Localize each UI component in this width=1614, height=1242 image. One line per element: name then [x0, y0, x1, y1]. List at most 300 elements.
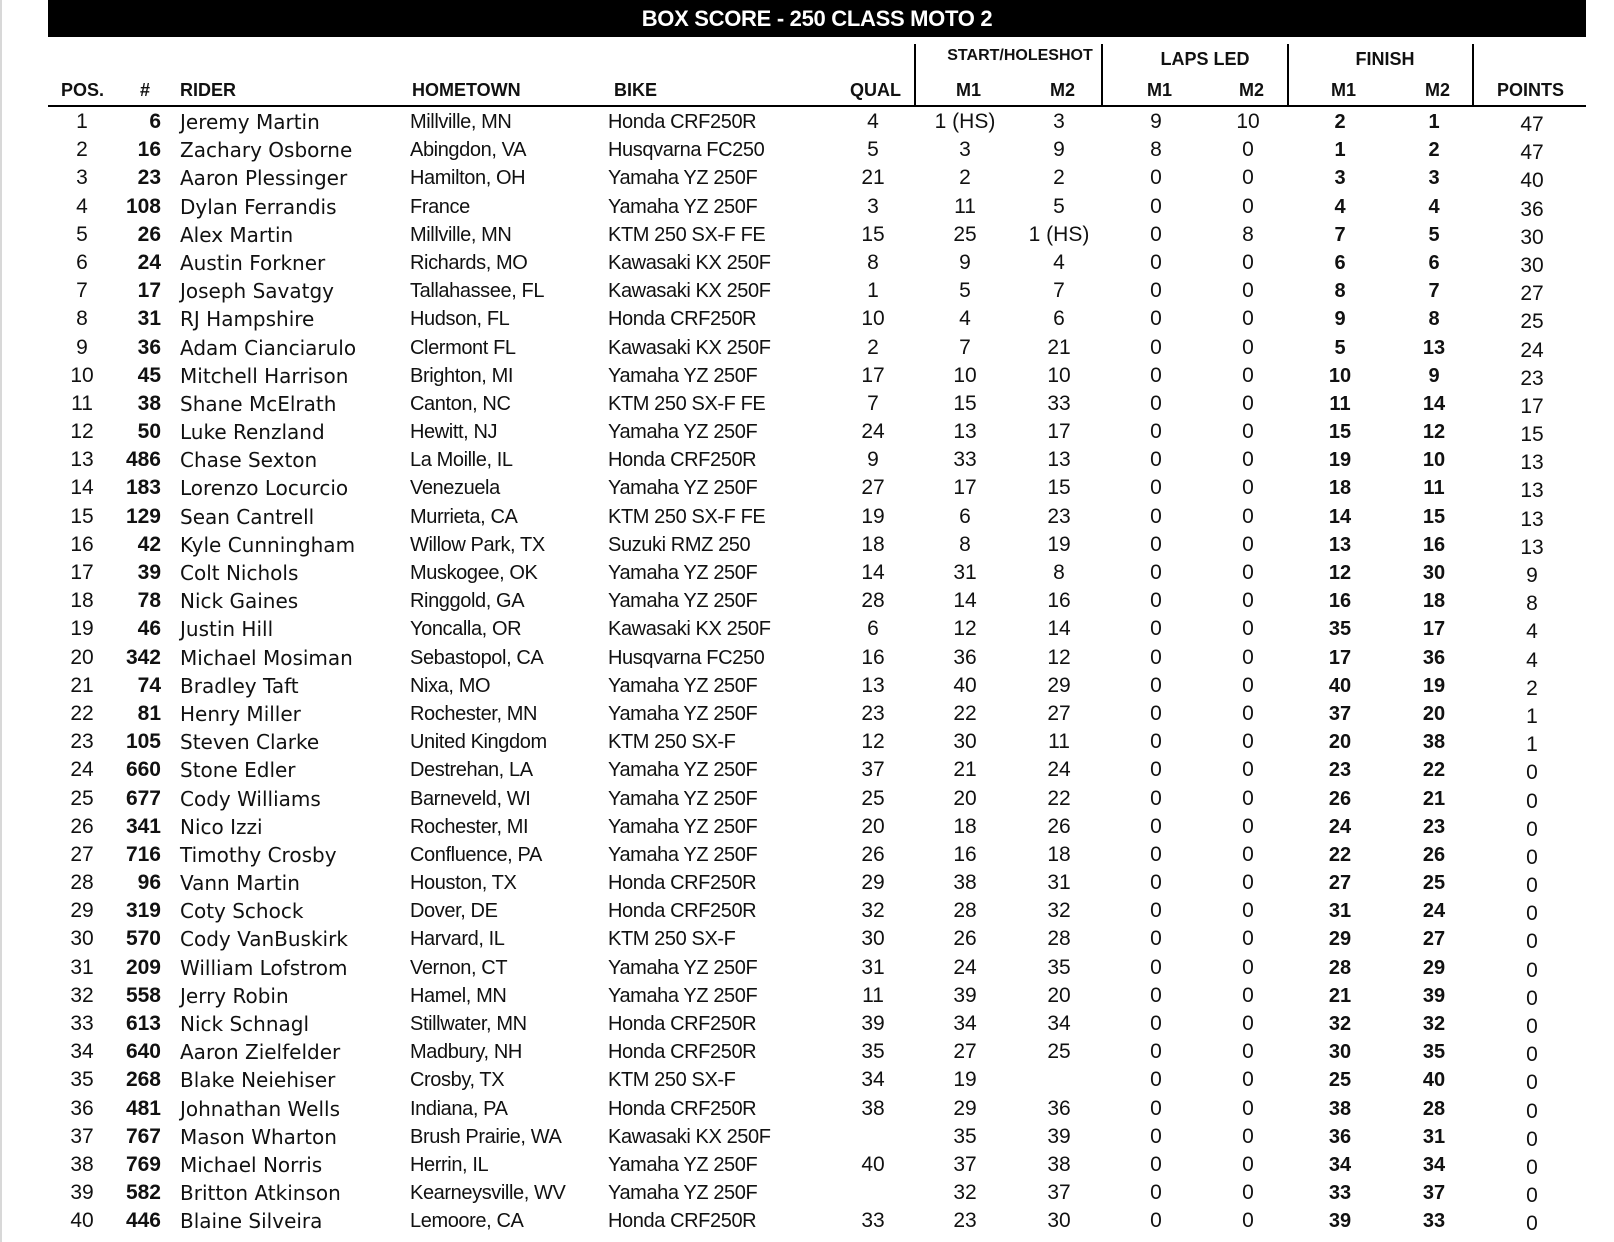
start-m1-cell: 40	[953, 673, 977, 697]
points-cell: 4	[1526, 648, 1538, 672]
laps-led-m2-cell: 0	[1242, 335, 1254, 359]
position-cell: 5	[76, 222, 88, 246]
start-m1-cell: 23	[953, 1209, 977, 1233]
table-row	[0, 925, 1614, 953]
points-cell: 24	[1520, 338, 1544, 362]
bike-cell: Yamaha YZ 250F	[608, 956, 758, 979]
qual-cell: 38	[861, 1096, 885, 1120]
laps-led-m1-cell: 0	[1150, 532, 1162, 556]
finish-m1-cell: 12	[1328, 562, 1352, 584]
position-cell: 30	[70, 927, 94, 951]
table-row	[0, 193, 1614, 221]
start-m1-cell: 14	[953, 589, 977, 613]
qual-cell: 35	[861, 1040, 885, 1064]
rider-number-cell: 81	[137, 701, 161, 725]
table-row	[0, 700, 1614, 728]
position-cell: 40	[70, 1209, 94, 1233]
laps-led-m1-cell: 0	[1150, 814, 1162, 838]
finish-m2-cell: 16	[1422, 533, 1446, 556]
start-m2-cell: 7	[1053, 279, 1065, 303]
rider-number-cell: 767	[125, 1124, 161, 1148]
laps-led-m1-cell: 0	[1150, 335, 1162, 359]
header-rule	[48, 105, 1586, 107]
header-qual: QUAL	[850, 80, 901, 100]
start-m1-cell: 3	[959, 138, 971, 162]
finish-m1-cell: 25	[1328, 1069, 1352, 1092]
laps-led-m2-cell: 0	[1242, 730, 1254, 754]
group-laps-led: LAPS LED	[1160, 49, 1250, 69]
hometown-cell: Murrieta, CA	[410, 505, 518, 528]
table-row	[0, 1151, 1614, 1179]
finish-m1-cell: 33	[1328, 1182, 1352, 1205]
bike-cell: Kawasaki KX 250F	[608, 280, 771, 303]
points-cell: 47	[1520, 141, 1544, 165]
position-cell: 3	[76, 166, 88, 190]
laps-led-m2-cell: 0	[1242, 1068, 1254, 1092]
position-cell: 26	[70, 814, 94, 838]
laps-led-m1-cell: 9	[1150, 110, 1162, 133]
rider-number-cell: 129	[125, 504, 161, 528]
finish-m2-cell: 18	[1422, 590, 1446, 613]
start-m2-cell: 33	[1047, 391, 1071, 415]
qual-cell: 11	[862, 983, 884, 1007]
start-m2-cell: 28	[1047, 927, 1071, 951]
finish-m2-cell: 27	[1422, 928, 1446, 951]
finish-m2-cell: 25	[1422, 872, 1446, 895]
qual-cell: 13	[861, 673, 885, 697]
rider-name-cell: Timothy Crosby	[180, 842, 337, 867]
start-m2-cell: 36	[1047, 1096, 1071, 1120]
laps-led-m1-cell: 0	[1150, 871, 1162, 895]
qual-cell: 25	[861, 786, 885, 810]
rider-number-cell: 23	[137, 166, 161, 190]
position-cell: 17	[70, 561, 94, 584]
finish-m2-cell: 2	[1428, 139, 1440, 162]
hometown-cell: Yoncalla, OR	[410, 618, 522, 641]
position-cell: 19	[70, 617, 94, 641]
start-m1-cell: 28	[953, 899, 977, 923]
qual-cell: 20	[861, 814, 885, 838]
table-row	[0, 1066, 1614, 1094]
finish-m2-cell: 31	[1422, 1125, 1446, 1148]
rider-number-cell: 17	[137, 279, 161, 303]
hometown-cell: Brush Prairie, WA	[410, 1125, 562, 1148]
position-cell: 12	[70, 420, 94, 444]
hometown-cell: Hudson, FL	[410, 308, 510, 331]
laps-led-m1-cell: 0	[1150, 983, 1162, 1007]
hometown-cell: Venezuela	[410, 477, 500, 500]
rider-name-cell: Cody Williams	[180, 786, 321, 811]
start-m2-cell: 15	[1047, 476, 1071, 500]
finish-m1-cell: 5	[1334, 336, 1346, 359]
position-cell: 15	[70, 504, 94, 528]
start-m2-cell: 5	[1053, 194, 1065, 218]
laps-led-m1-cell: 0	[1150, 279, 1162, 303]
finish-m2-cell: 3	[1428, 167, 1440, 190]
start-m2-cell: 27	[1047, 701, 1071, 725]
header-start-m2: M2	[1050, 80, 1076, 100]
start-m2-cell: 37	[1047, 1181, 1071, 1205]
header-finish-m1: M1	[1331, 80, 1357, 100]
rider-number-cell: 570	[125, 927, 161, 951]
finish-m1-cell: 6	[1334, 251, 1346, 274]
bike-cell: Honda CRF250R	[608, 1013, 757, 1035]
start-m2-cell: 22	[1047, 786, 1071, 810]
bike-cell: Honda CRF250R	[608, 1210, 757, 1233]
position-cell: 28	[70, 871, 94, 895]
position-cell: 2	[76, 138, 88, 162]
table-row	[0, 249, 1614, 277]
start-m1-cell: 29	[953, 1096, 977, 1120]
qual-cell: 10	[861, 307, 885, 331]
hometown-cell: Barneveld, WI	[410, 787, 531, 810]
laps-led-m2-cell: 0	[1242, 871, 1254, 895]
start-m1-cell: 9	[959, 250, 971, 274]
qual-cell: 26	[861, 842, 885, 866]
start-m1-cell: 11	[954, 194, 976, 218]
rider-name-cell: Nick Schnagl	[180, 1012, 310, 1036]
qual-cell: 34	[861, 1068, 885, 1092]
table-row	[0, 531, 1614, 559]
rider-number-cell: 660	[125, 758, 161, 782]
rider-name-cell: Johnathan Wells	[180, 1096, 340, 1121]
finish-m2-cell: 14	[1422, 392, 1446, 415]
bike-cell: Yamaha YZ 250F	[608, 843, 758, 866]
qual-cell: 15	[861, 222, 885, 246]
rider-name-cell: Michael Norris	[180, 1152, 323, 1177]
finish-m2-cell: 23	[1422, 815, 1446, 838]
bike-cell: Yamaha YZ 250F	[608, 477, 758, 500]
hometown-cell: Millville, MN	[410, 223, 512, 246]
qual-cell: 12	[861, 730, 885, 754]
start-m2-cell: 39	[1047, 1124, 1071, 1148]
start-m1-cell: 22	[953, 701, 977, 725]
finish-m1-cell: 22	[1328, 843, 1352, 866]
finish-m2-cell: 12	[1422, 421, 1446, 444]
rider-number-cell: 46	[137, 617, 161, 641]
points-cell: 0	[1526, 902, 1538, 926]
finish-m2-cell: 24	[1422, 900, 1446, 923]
table-row	[0, 334, 1614, 362]
finish-m2-cell: 38	[1422, 731, 1446, 754]
laps-led-m1-cell: 0	[1150, 927, 1162, 951]
hometown-cell: Houston, TX	[410, 872, 517, 895]
finish-m1-cell: 28	[1328, 956, 1352, 979]
table-row	[0, 362, 1614, 390]
laps-led-m2-cell: 0	[1242, 1209, 1254, 1233]
finish-m2-cell: 34	[1422, 1153, 1446, 1176]
rider-number-cell: 183	[125, 476, 161, 500]
laps-led-m2-cell: 0	[1242, 927, 1254, 951]
hometown-cell: Destrehan, LA	[410, 759, 533, 782]
qual-cell: 33	[861, 1209, 885, 1233]
position-cell: 35	[70, 1068, 94, 1092]
points-cell: 0	[1526, 986, 1538, 1010]
rider-name-cell: Jerry Robin	[180, 983, 289, 1008]
rider-number-cell: 209	[125, 955, 161, 979]
position-cell: 4	[76, 194, 88, 218]
finish-m1-cell: 1	[1334, 139, 1346, 162]
laps-led-m2-cell: 10	[1236, 110, 1260, 133]
header-laps-m1: M1	[1147, 80, 1173, 100]
laps-led-m2-cell: 8	[1242, 222, 1254, 246]
start-m1-cell: 12	[953, 617, 977, 641]
finish-m2-cell: 15	[1422, 505, 1446, 528]
rider-name-cell: Blaine Silveira	[180, 1209, 323, 1234]
table-row	[0, 503, 1614, 531]
laps-led-m1-cell: 0	[1150, 758, 1162, 782]
points-cell: 27	[1520, 282, 1544, 306]
qual-cell: 37	[861, 758, 885, 782]
hometown-cell: Kearneysville, WV	[410, 1182, 566, 1205]
points-cell: 0	[1526, 930, 1538, 954]
start-m1-cell: 16	[953, 842, 977, 866]
start-m2-cell: 32	[1047, 899, 1071, 923]
start-m1-cell: 30	[953, 730, 977, 754]
laps-led-m1-cell: 0	[1150, 673, 1162, 697]
rider-name-cell: Zachary Osborne	[180, 138, 353, 163]
bike-cell: Yamaha YZ 250F	[608, 364, 758, 387]
laps-led-m2-cell: 0	[1242, 363, 1254, 387]
rider-name-cell: Henry Miller	[180, 701, 301, 726]
hometown-cell: Brighton, MI	[410, 364, 514, 387]
finish-m2-cell: 21	[1422, 787, 1446, 810]
bike-cell: Yamaha YZ 250F	[608, 815, 758, 838]
finish-m1-cell: 20	[1328, 731, 1352, 754]
bike-cell: KTM 250 SX-F FE	[608, 223, 766, 246]
laps-led-m2-cell: 0	[1242, 138, 1254, 162]
table-row	[0, 982, 1614, 1010]
start-m2-cell: 8	[1053, 561, 1065, 584]
qual-cell: 21	[861, 166, 885, 190]
position-cell: 7	[76, 279, 88, 303]
bike-cell: Yamaha YZ 250F	[608, 702, 758, 725]
start-m1-cell: 21	[953, 758, 977, 782]
finish-m2-cell: 26	[1422, 843, 1446, 866]
qual-cell: 27	[861, 476, 885, 500]
laps-led-m2-cell: 0	[1242, 307, 1254, 331]
finish-m1-cell: 13	[1328, 533, 1352, 556]
qual-cell: 32	[861, 899, 885, 923]
rider-name-cell: Bradley Taft	[180, 673, 299, 698]
laps-led-m1-cell: 0	[1150, 1012, 1162, 1035]
bike-cell: Yamaha YZ 250F	[608, 1182, 758, 1205]
start-m1-cell: 15	[953, 391, 977, 415]
position-cell: 11	[71, 391, 93, 415]
bike-cell: KTM 250 SX-F	[608, 731, 736, 754]
qual-cell: 8	[867, 250, 879, 274]
finish-m1-cell: 27	[1328, 872, 1352, 895]
table-row	[0, 615, 1614, 643]
finish-m2-cell: 8	[1428, 308, 1440, 331]
start-m1-cell: 27	[953, 1040, 977, 1064]
points-cell: 0	[1526, 845, 1538, 869]
finish-m2-cell: 28	[1422, 1097, 1446, 1120]
hometown-cell: Indiana, PA	[410, 1097, 508, 1120]
start-m1-cell: 4	[959, 307, 971, 331]
bike-cell: Husqvarna FC250	[608, 139, 765, 162]
table-row	[0, 785, 1614, 813]
results-table	[0, 108, 1614, 1236]
points-cell: 0	[1526, 1212, 1538, 1236]
finish-m1-cell: 7	[1334, 223, 1346, 246]
finish-m2-cell: 1	[1428, 111, 1440, 133]
rider-name-cell: Austin Forkner	[180, 250, 326, 275]
position-cell: 20	[70, 645, 94, 669]
qual-cell: 31	[861, 955, 885, 979]
laps-led-m1-cell: 0	[1150, 1152, 1162, 1176]
laps-led-m2-cell: 0	[1242, 476, 1254, 500]
laps-led-m2-cell: 0	[1242, 504, 1254, 528]
laps-led-m1-cell: 0	[1150, 1124, 1162, 1148]
position-cell: 6	[76, 250, 88, 274]
start-m1-cell: 18	[953, 814, 977, 838]
points-cell: 13	[1520, 535, 1544, 559]
points-cell: 0	[1526, 1155, 1538, 1179]
bike-cell: Kawasaki KX 250F	[608, 618, 771, 641]
points-cell: 9	[1526, 564, 1538, 587]
start-m2-cell: 34	[1047, 1012, 1071, 1035]
bike-cell: KTM 250 SX-F	[608, 928, 736, 951]
table-row	[0, 446, 1614, 474]
rider-number-cell: 341	[125, 814, 161, 838]
bike-cell: KTM 250 SX-F FE	[608, 392, 766, 415]
hometown-cell: Millville, MN	[410, 111, 512, 133]
table-row	[0, 559, 1614, 587]
qual-cell: 24	[861, 420, 885, 444]
finish-m2-cell: 35	[1422, 1041, 1446, 1064]
header-finish-m2: M2	[1425, 80, 1451, 100]
start-m1-cell: 38	[953, 871, 977, 895]
position-cell: 18	[70, 589, 94, 613]
rider-number-cell: 582	[125, 1181, 161, 1205]
header-hometown: HOMETOWN	[412, 80, 521, 100]
points-cell: 2	[1526, 676, 1538, 700]
header-pos: POS.	[61, 80, 105, 100]
position-cell: 13	[70, 448, 94, 472]
bike-cell: Yamaha YZ 250F	[608, 984, 758, 1007]
rider-name-cell: Colt Nichols	[180, 561, 299, 585]
position-cell: 10	[70, 363, 94, 387]
rider-name-cell: Vann Martin	[180, 871, 300, 896]
bike-cell: Honda CRF250R	[608, 1041, 757, 1064]
table-row	[0, 390, 1614, 418]
finish-m2-cell: 11	[1423, 477, 1445, 500]
rider-number-cell: 6	[149, 110, 161, 133]
finish-m1-cell: 2	[1334, 111, 1346, 133]
finish-m1-cell: 18	[1328, 477, 1352, 500]
start-m1-cell: 20	[953, 786, 977, 810]
rider-name-cell: RJ Hampshire	[180, 307, 315, 332]
qual-cell: 18	[861, 532, 885, 556]
rider-number-cell: 446	[125, 1209, 161, 1233]
finish-m1-cell: 37	[1328, 702, 1352, 725]
laps-led-m1-cell: 0	[1150, 701, 1162, 725]
rider-name-cell: Dylan Ferrandis	[180, 194, 337, 219]
rider-name-cell: Luke Renzland	[180, 420, 325, 445]
rider-number-cell: 268	[125, 1068, 161, 1092]
points-cell: 36	[1520, 197, 1544, 221]
laps-led-m2-cell: 0	[1242, 420, 1254, 444]
rider-number-cell: 716	[125, 842, 161, 866]
finish-m2-cell: 5	[1428, 223, 1440, 246]
laps-led-m2-cell: 0	[1242, 645, 1254, 669]
rider-name-cell: Lorenzo Locurcio	[180, 476, 349, 501]
points-cell: 8	[1526, 592, 1538, 616]
laps-led-m1-cell: 0	[1150, 617, 1162, 641]
qual-cell: 19	[861, 504, 885, 528]
laps-led-m1-cell: 0	[1150, 730, 1162, 754]
start-m2-cell: 2	[1053, 166, 1065, 190]
laps-led-m2-cell: 0	[1242, 391, 1254, 415]
hometown-cell: Hewitt, NJ	[410, 421, 498, 444]
laps-led-m1-cell: 0	[1150, 955, 1162, 979]
table-row	[0, 644, 1614, 672]
rider-name-cell: Adam Cianciarulo	[180, 335, 357, 360]
start-m2-cell: 20	[1047, 983, 1071, 1007]
table-row	[0, 1010, 1614, 1038]
bike-cell: Honda CRF250R	[608, 900, 757, 923]
start-m2-cell: 25	[1047, 1040, 1071, 1064]
rider-name-cell: Cody VanBuskirk	[180, 927, 348, 952]
bike-cell: Husqvarna FC250	[608, 646, 765, 669]
position-cell: 16	[70, 532, 94, 556]
start-m1-cell: 32	[953, 1181, 977, 1205]
start-m1-cell: 1 (HS)	[934, 110, 996, 133]
position-cell: 22	[70, 701, 94, 725]
points-cell: 1	[1526, 704, 1538, 728]
laps-led-m1-cell: 0	[1150, 842, 1162, 866]
header-points: POINTS	[1497, 80, 1565, 100]
laps-led-m1-cell: 0	[1150, 645, 1162, 669]
bike-cell: Honda CRF250R	[608, 1097, 757, 1120]
points-cell: 15	[1520, 423, 1544, 447]
qual-cell: 14	[861, 561, 885, 584]
hometown-cell: France	[410, 195, 470, 218]
hometown-cell: Nixa, MO	[410, 674, 491, 697]
finish-m1-cell: 15	[1328, 421, 1352, 444]
group-start-holeshot: START/HOLESHOT	[947, 47, 1093, 64]
laps-led-m2-cell: 0	[1242, 1012, 1254, 1035]
rider-name-cell: Michael Mosiman	[180, 645, 353, 670]
hometown-cell: Harvard, IL	[410, 928, 505, 951]
rider-name-cell: Justin Hill	[180, 617, 274, 642]
separator-qual-start	[914, 44, 916, 105]
laps-led-m2-cell: 0	[1242, 589, 1254, 613]
start-m1-cell: 26	[953, 927, 977, 951]
finish-m1-cell: 4	[1334, 195, 1346, 218]
table-row	[0, 108, 1614, 136]
qual-cell: 39	[861, 1012, 885, 1035]
finish-m1-cell: 26	[1328, 787, 1352, 810]
finish-m1-cell: 39	[1328, 1210, 1352, 1233]
start-m1-cell: 35	[953, 1124, 977, 1148]
table-row	[0, 136, 1614, 164]
start-m2-cell: 29	[1047, 673, 1071, 697]
qual-cell: 28	[861, 589, 885, 613]
bike-cell: Yamaha YZ 250F	[608, 562, 758, 584]
hometown-cell: Dover, DE	[410, 900, 498, 923]
position-cell: 25	[70, 786, 94, 810]
qual-cell: 2	[867, 335, 879, 359]
header-laps-m2: M2	[1239, 80, 1265, 100]
position-cell: 32	[70, 983, 94, 1007]
hometown-cell: Lemoore, CA	[410, 1210, 524, 1233]
header-number: #	[140, 80, 151, 100]
finish-m1-cell: 8	[1334, 280, 1346, 303]
separator-laps-finish	[1287, 44, 1289, 105]
bike-cell: Yamaha YZ 250F	[608, 787, 758, 810]
